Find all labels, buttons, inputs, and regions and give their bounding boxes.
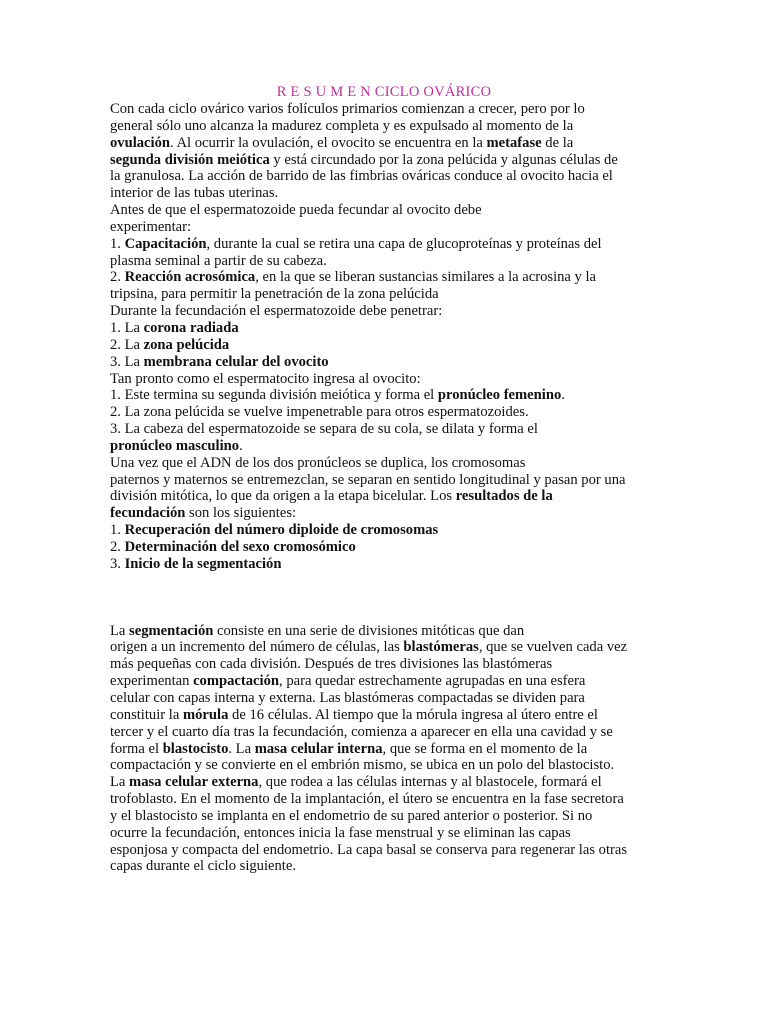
text-line	[110, 472, 658, 489]
text-run: , que rodea a las células internas y al blastocele, formará el	[258, 774, 602, 791]
text-run: , durante la cual se retira una capa de glucoproteínas y proteínas del	[206, 235, 602, 252]
text-line	[110, 286, 658, 303]
text-line	[110, 825, 658, 842]
bold-term: membrana celular del ovocito	[143, 353, 329, 370]
bold-term: segunda división meiótica	[110, 151, 270, 168]
text-line	[110, 202, 658, 219]
document-title: R E S U M E N CICLO OVÁRICO	[276, 84, 492, 100]
bold-term: Reacción acrosómica	[124, 269, 256, 286]
text-line	[110, 757, 658, 774]
text-run: más pequeñas con cada división. Después de tres divisiones las blastómeras	[110, 656, 553, 673]
text-run: 3.	[110, 555, 125, 572]
bold-term: zona pelúcida	[143, 336, 230, 353]
text-run: son los siguientes:	[185, 505, 297, 522]
text-run: experimentar:	[110, 218, 192, 235]
bold-term: masa celular externa	[129, 774, 259, 791]
text-line	[110, 741, 658, 758]
bold-term: Capacitación	[124, 235, 207, 252]
text-run: La	[110, 622, 130, 639]
text-run: consiste en una serie de divisiones mitóticas que dan	[213, 622, 525, 639]
text-line	[110, 269, 658, 286]
bold-term: masa celular interna	[254, 740, 383, 757]
text-run: general sólo uno alcanza la madurez completa y es expulsado al momento de la	[110, 117, 574, 134]
text-run: plasma seminal a partir de su cabeza.	[110, 252, 327, 269]
text-line	[110, 858, 658, 875]
bold-term: ovulación	[110, 134, 171, 151]
text-line	[110, 673, 658, 690]
text-run: 1.	[110, 235, 125, 252]
text-run: 1.	[110, 522, 125, 539]
bold-term: fecundación	[110, 505, 186, 522]
text-run: Durante la fecundación el espermatozoide debe penetrar:	[110, 303, 443, 320]
text-line	[110, 135, 658, 152]
text-run: celular con capas interna y externa. Las blastómeras compactadas se dividen para	[110, 690, 585, 706]
text-run: interior de las tubas uterinas.	[110, 185, 279, 202]
text-line	[110, 505, 658, 522]
text-run: 2.	[110, 538, 125, 555]
text-run: y está circundado por la zona pelúcida y algunas células de	[269, 151, 618, 168]
text-line	[110, 639, 658, 656]
text-run: , en la que se liberan sustancias similares a la acrosina y la	[255, 269, 597, 286]
text-line	[110, 842, 658, 859]
text-line	[110, 774, 658, 791]
text-line	[110, 421, 658, 438]
text-run: 3. La cabeza del espermatozoide se separa de su cola, se dilata y forma el	[110, 421, 538, 438]
text-run: 1. La	[110, 319, 144, 336]
bold-term: pronúcleo femenino	[437, 387, 562, 404]
text-run: de 16 células. Al tiempo que la mórula ingresa al útero entre el	[228, 706, 598, 723]
text-run: tercer y el cuarto día tras la fecundación, comienza a aparecer en ella una cavidad y se	[110, 723, 613, 740]
text-run: y el blastocisto se implanta en el endometrio de su pared anterior o posterior. Si no	[110, 807, 593, 824]
section-fecundacion	[110, 101, 658, 573]
text-run: trofoblasto. En el momento de la implantación, el útero se encuentra en la fase secretora	[110, 791, 624, 808]
text-run: . La	[228, 740, 255, 757]
text-line	[110, 539, 658, 556]
text-run: 1. Este termina su segunda división meiótica y forma el	[110, 387, 438, 404]
text-run: , para quedar estrechamente agrupadas en una esfera	[279, 673, 586, 690]
text-line	[110, 808, 658, 825]
text-line	[110, 656, 658, 673]
text-run: origen a un incremento del número de células, las	[110, 639, 404, 656]
text-line	[110, 455, 658, 472]
text-run: ocurre la fecundación, entonces inicia la fase menstrual y se eliminan las capas	[110, 824, 571, 841]
text-line	[110, 404, 658, 421]
text-run: división mitótica, lo que da origen a la etapa bicelular. Los	[110, 488, 456, 505]
text-run: experimentan	[110, 673, 194, 690]
text-run: .	[561, 387, 565, 404]
section-segmentacion	[110, 623, 658, 876]
text-line	[110, 354, 658, 371]
text-run: . Al ocurrir la ovulación, el ovocito se encuentra en la	[170, 134, 487, 151]
text-run: tripsina, para permitir la penetración de la zona pelúcida	[110, 286, 439, 303]
bold-term: corona radiada	[143, 319, 239, 336]
text-run: esponjosa y compacta del endometrio. La capa basal se conserva para regenerar las otras	[110, 841, 628, 858]
text-line	[110, 337, 658, 354]
text-run: capas durante el ciclo siguiente.	[110, 858, 296, 875]
text-line	[110, 253, 658, 270]
text-line	[110, 623, 658, 640]
text-line	[110, 152, 658, 169]
bold-term: segmentación	[129, 622, 214, 639]
bold-term: Inicio de la segmentación	[124, 555, 282, 572]
text-line	[110, 101, 658, 118]
text-line	[110, 724, 658, 741]
text-run: Una vez que el ADN de los dos pronúcleos se duplica, los cromosomas	[110, 454, 526, 471]
text-line	[110, 387, 658, 404]
text-line	[110, 320, 658, 337]
bold-term: metafase	[486, 134, 542, 151]
text-line	[110, 185, 658, 202]
bold-term: blastómeras	[403, 639, 479, 656]
bold-term: pronúcleo masculino	[110, 437, 240, 454]
text-line	[110, 219, 658, 236]
text-run: , que se forma en el momento de la	[382, 740, 588, 757]
text-run: forma el	[110, 740, 163, 757]
text-run: compactación y se convierte en el embrión mismo, se ubica en un polo del blastocisto.	[110, 757, 615, 774]
bold-term: Recuperación del número diploide de cromosomas	[124, 522, 439, 539]
text-run: 3. La	[110, 353, 144, 370]
section-gap	[110, 573, 658, 623]
text-run: Tan pronto como el espermatocito ingresa al ovocito:	[110, 370, 421, 387]
bold-term: blastocisto	[162, 740, 229, 757]
bold-term: mórula	[182, 706, 229, 723]
text-line	[110, 303, 658, 320]
text-line	[110, 236, 658, 253]
bold-term: Determinación del sexo cromosómico	[124, 538, 356, 555]
text-run: la granulosa. La acción de barrido de las fimbrias ováricas conduce al ovocito hacia el	[110, 168, 613, 185]
bold-term: compactación	[193, 673, 280, 690]
text-line	[110, 690, 658, 707]
text-line	[110, 438, 658, 455]
text-line	[110, 118, 658, 135]
text-line	[110, 707, 658, 724]
text-line	[110, 488, 658, 505]
text-run: constituir la	[110, 706, 183, 723]
text-run: 2.	[110, 269, 125, 286]
text-line	[110, 556, 658, 573]
text-line	[110, 371, 658, 388]
text-line	[110, 791, 658, 808]
text-run: Antes de que el espermatozoide pueda fecundar al ovocito debe	[110, 202, 482, 219]
text-run: 2. La zona pelúcida se vuelve impenetrable para otros espermatozoides.	[110, 404, 529, 421]
text-run: paternos y maternos se entremezclan, se separan en sentido longitudinal y pasan por una	[110, 471, 626, 488]
text-run: 2. La	[110, 336, 144, 353]
text-run: Con cada ciclo ovárico varios folículos primarios comienzan a crecer, pero por lo	[110, 101, 585, 117]
text-run: de la	[541, 134, 574, 151]
text-line	[110, 168, 658, 185]
text-run: , que se vuelven cada vez	[478, 639, 628, 656]
text-line	[110, 522, 658, 539]
bold-term: resultados de la	[455, 488, 553, 505]
text-run: .	[239, 437, 243, 454]
text-run: La	[110, 774, 130, 791]
